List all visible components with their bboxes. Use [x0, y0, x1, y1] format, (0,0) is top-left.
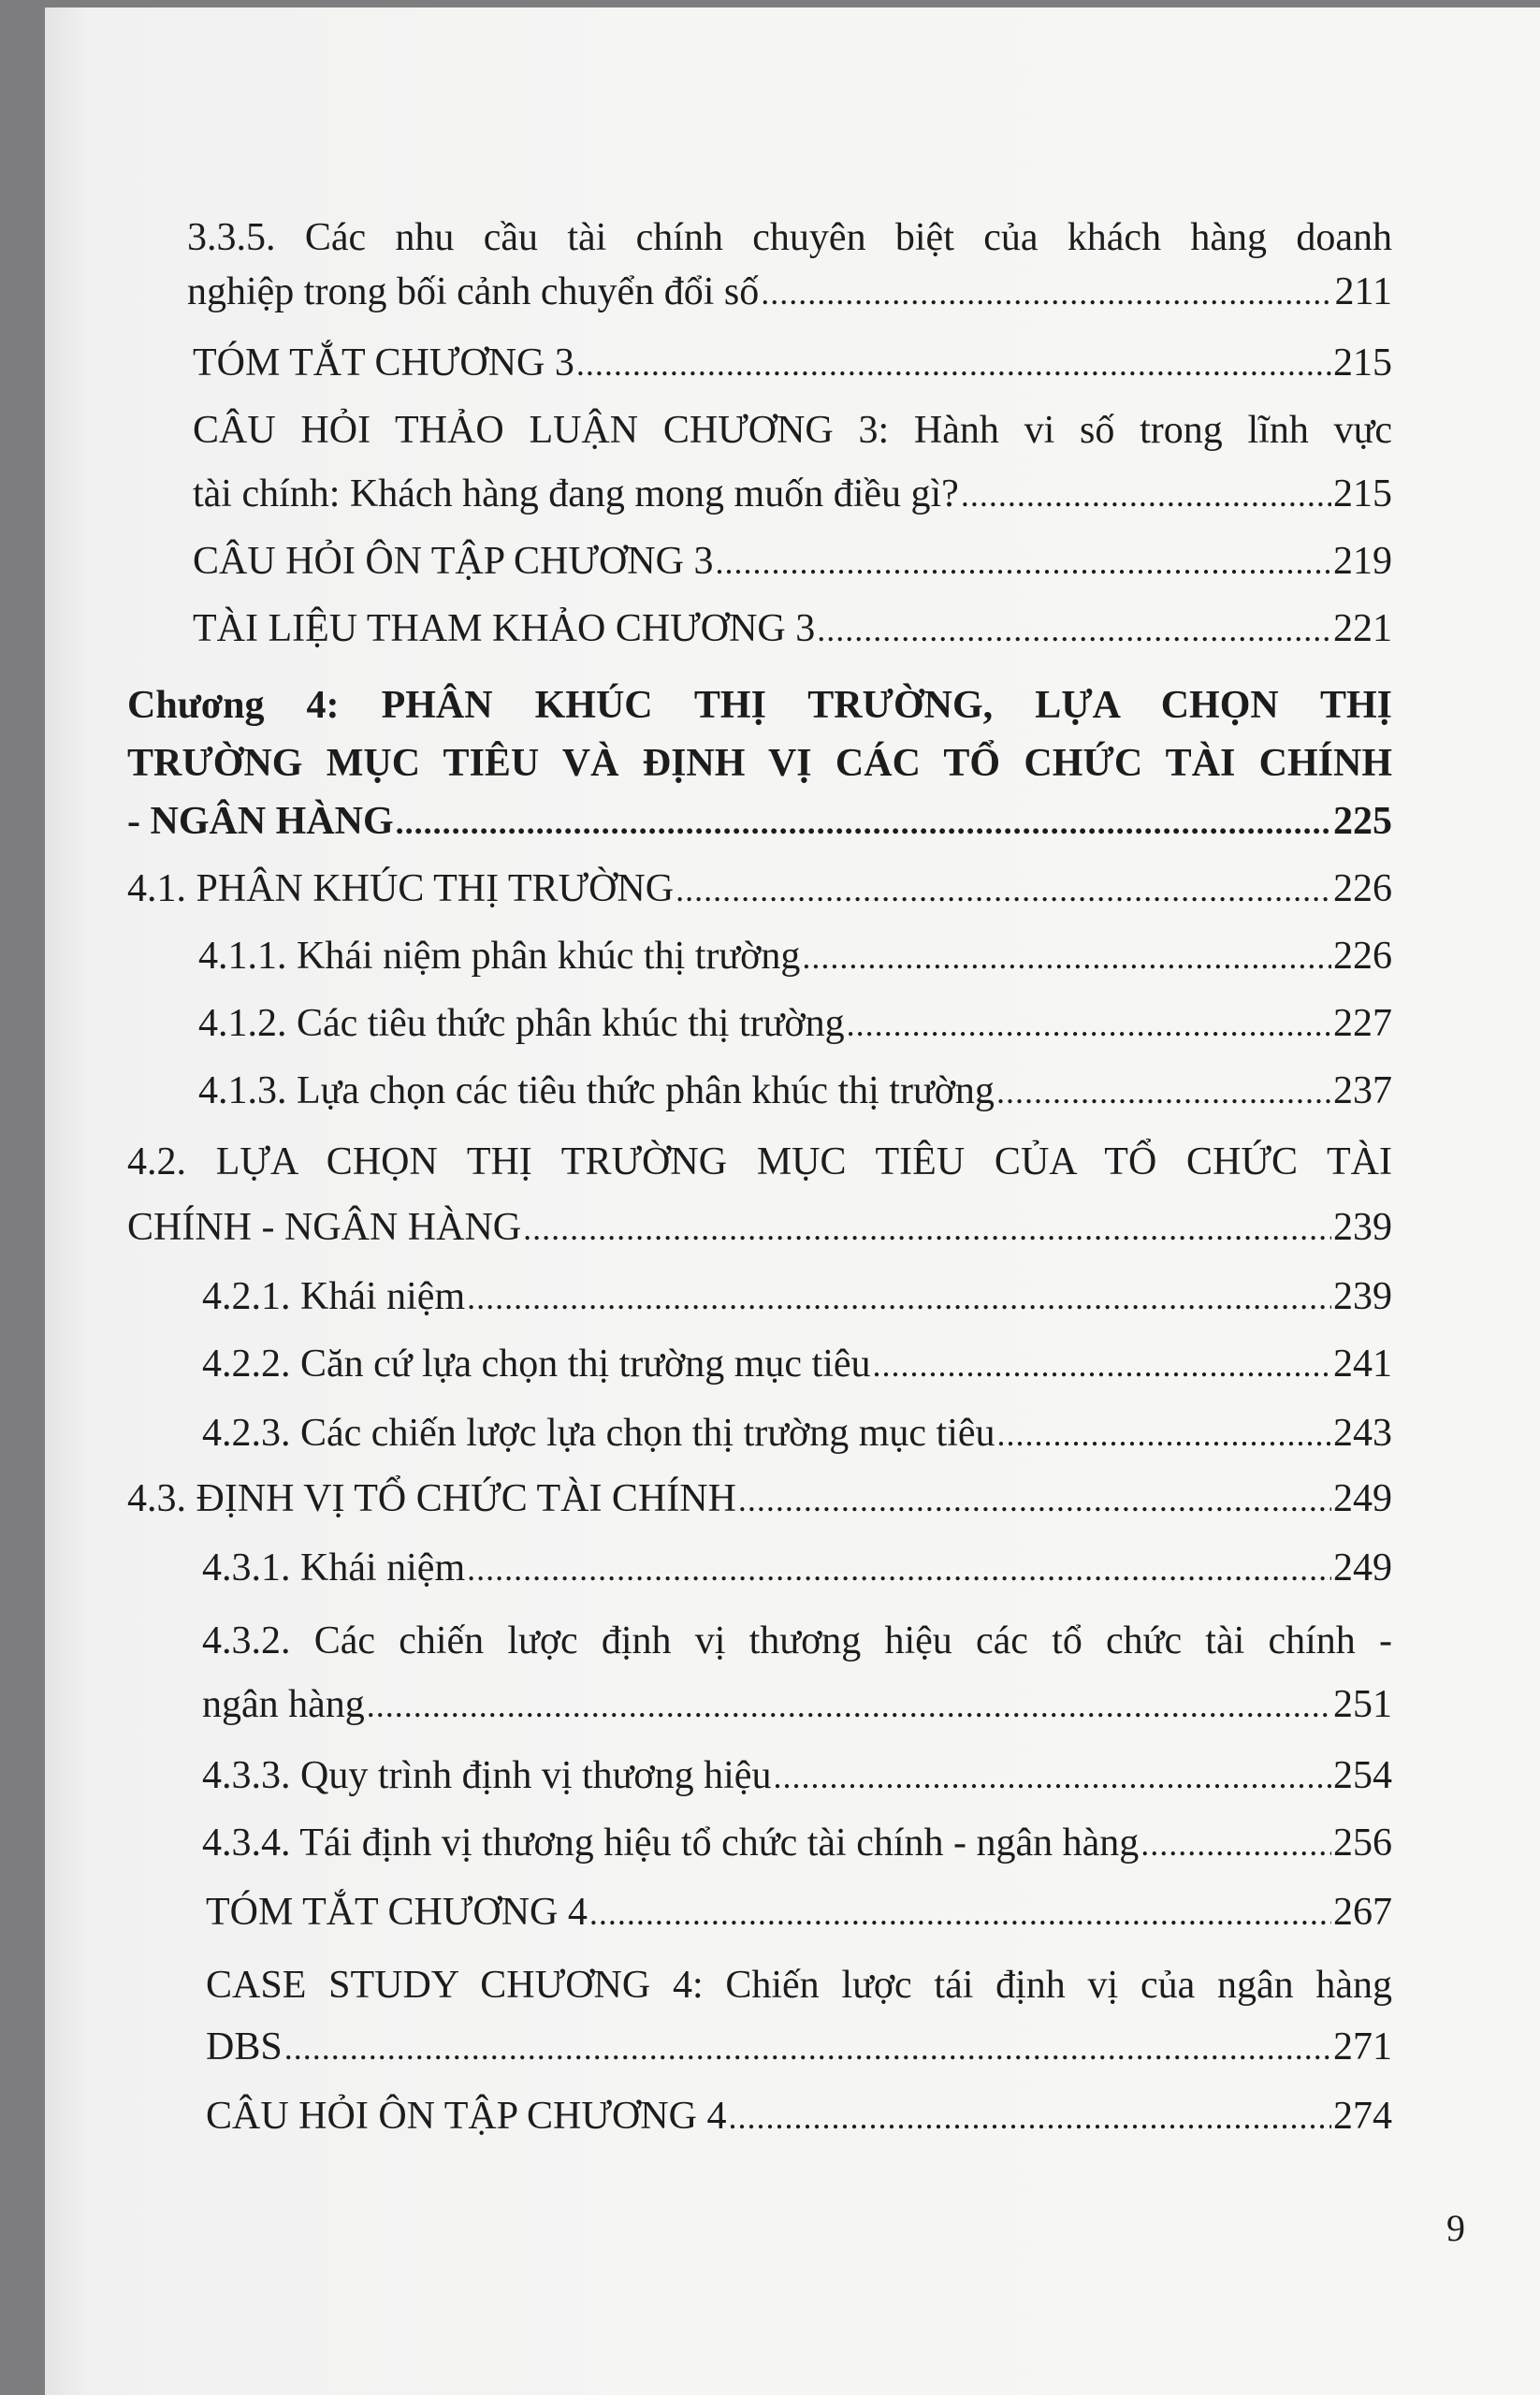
- leader-dots: [523, 1202, 1331, 1255]
- leader-dots: [367, 1679, 1331, 1732]
- toc-entry-4-1-3: 4.1.3. Lựa chọn các tiêu thức phân khúc thị trường ..... 237: [198, 1065, 1392, 1117]
- toc-entry-4-3-1: 4.3.1. Khái niệm ..... 249: [202, 1542, 1392, 1594]
- toc-entry-thaoluan-3-line1: CÂU HỎI THẢO LUẬN CHƯƠNG 3: Hành vi số trong lĩnh vực: [193, 409, 1392, 452]
- leader-dots: [396, 796, 1331, 849]
- leader-dots: [997, 1408, 1331, 1460]
- chapter-4-heading-line1: Chương 4: PHÂN KHÚC THỊ TRƯỜNG, LỰA CHỌN THỊ: [127, 684, 1392, 727]
- toc-page-number: 274: [1333, 2095, 1392, 2138]
- toc-entry-tailieu-3: TÀI LIỆU THAM KHẢO CHƯƠNG 3 ..... 221: [193, 602, 1392, 655]
- toc-page-number: 251: [1333, 1683, 1392, 1726]
- leader-dots: [961, 469, 1331, 521]
- toc-entry-4-3: 4.3. ĐỊNH VỊ TỔ CHỨC TÀI CHÍNH ..... 249: [127, 1473, 1392, 1525]
- toc-entry-4-3-2: ngân hàng ..... 251: [202, 1678, 1392, 1731]
- toc-entry-4-2-line1: 4.2. LỰA CHỌN THỊ TRƯỜNG MỤC TIÊU CỦA TỔ CHỨC TÀI: [127, 1140, 1392, 1183]
- toc-page-number: 249: [1333, 1546, 1392, 1589]
- toc-entry-4-1: 4.1. PHÂN KHÚC THỊ TRƯỜNG ..... 226: [127, 863, 1392, 915]
- toc-page-number: 215: [1333, 341, 1392, 385]
- toc-page-number: 226: [1333, 935, 1392, 978]
- leader-dots: [1140, 1818, 1331, 1870]
- toc-entry-ontap-4: CÂU HỎI ÔN TẬP CHƯƠNG 4 ..... 274: [206, 2090, 1392, 2142]
- toc-entry-3-3-5-line1: 3.3.5. Các nhu cầu tài chính chuyên biệt của khách hàng doanh: [187, 216, 1392, 259]
- toc-entry-case-4: DBS ..... 271: [206, 2021, 1392, 2073]
- chapter-4-heading: - NGÂN HÀNG ..... 225: [127, 795, 1392, 848]
- chapter-4-heading-line2: TRƯỜNG MỤC TIÊU VÀ ĐỊNH VỊ CÁC TỔ CHỨC TÀI CHÍNH: [127, 742, 1392, 785]
- toc-page-number: 271: [1333, 2025, 1392, 2068]
- toc-entry-4-2: CHÍNH - NGÂN HÀNG ..... 239: [127, 1201, 1392, 1254]
- toc-page-number: 243: [1333, 1412, 1392, 1455]
- toc-entry-4-3-4: 4.3.4. Tái định vị thương hiệu tổ chức tài chính - ngân hàng ..... 256: [202, 1817, 1392, 1869]
- leader-dots: [802, 931, 1331, 983]
- toc-page-number: 239: [1333, 1206, 1392, 1249]
- toc-entry-text: nghiệp trong bối cảnh chuyển đổi số: [187, 270, 760, 313]
- leader-dots: [589, 1887, 1331, 1939]
- leader-dots: [996, 1066, 1331, 1118]
- toc-entry-4-2-2: 4.2.2. Căn cứ lựa chọn thị trường mục tiêu ..... 241: [202, 1338, 1392, 1390]
- toc-page-number: 225: [1333, 800, 1392, 843]
- toc-entry-case-4-line1: CASE STUDY CHƯƠNG 4: Chiến lược tái định vị của ngân hàng: [206, 1964, 1392, 2007]
- toc-entry-3-3-5: [187, 266, 1392, 318]
- toc-entry-4-1-1: 4.1.1. Khái niệm phân khúc thị trường ..... 226: [198, 930, 1392, 982]
- toc-entry-4-2-1: 4.2.1. Khái niệm ..... 239: [202, 1270, 1392, 1323]
- leader-dots: [773, 1750, 1331, 1803]
- toc-entry-4-3-3: 4.3.3. Quy trình định vị thương hiệu ..... 254: [202, 1749, 1392, 1802]
- page-number: 9: [1446, 2207, 1465, 2249]
- leader-dots: [284, 2022, 1331, 2074]
- toc-page-number: 227: [1333, 1002, 1392, 1045]
- leader-dots: [761, 267, 1332, 319]
- toc-entry-tomtat-4: TÓM TẮT CHƯƠNG 4 ..... 267: [206, 1886, 1392, 1938]
- leader-dots: [467, 1271, 1331, 1324]
- toc-page-number: 226: [1333, 867, 1392, 910]
- toc-entry-thaoluan-3: tài chính: Khách hàng đang mong muốn điều gì? ..... 215: [193, 468, 1392, 520]
- toc-page-number: 241: [1333, 1343, 1392, 1386]
- toc-page-number: 254: [1333, 1754, 1392, 1797]
- toc-page-number: 249: [1333, 1477, 1392, 1520]
- toc-entry-tomtat-3: TÓM TẮT CHƯƠNG 3 ..... 215: [193, 337, 1392, 389]
- leader-dots: [738, 1473, 1331, 1526]
- leader-dots: [847, 998, 1331, 1051]
- toc-page-number: 211: [1334, 270, 1392, 313]
- leader-dots: [576, 338, 1331, 390]
- leader-dots: [715, 536, 1331, 588]
- toc-entry-ontap-3: CÂU HỎI ÔN TẬP CHƯƠNG 3 ..... 219: [193, 535, 1392, 588]
- toc-entry-4-3-2-line1: 4.3.2. Các chiến lược định vị thương hiệu các tổ chức tài chính -: [202, 1619, 1392, 1662]
- leader-dots: [873, 1339, 1331, 1391]
- toc-page-number: 237: [1333, 1069, 1392, 1112]
- book-page: [45, 7, 1540, 2395]
- leader-dots: [817, 603, 1331, 656]
- toc-entry-4-2-3: 4.2.3. Các chiến lược lựa chọn thị trường mục tiêu ..... 243: [202, 1407, 1392, 1459]
- toc-page-number: 221: [1333, 607, 1392, 650]
- toc-page-number: 267: [1333, 1891, 1392, 1934]
- toc-page-number: 256: [1333, 1822, 1392, 1865]
- leader-dots: [676, 864, 1331, 916]
- leader-dots: [728, 2091, 1331, 2143]
- toc-entry-4-1-2: 4.1.2. Các tiêu thức phân khúc thị trường ..... 227: [198, 997, 1392, 1050]
- toc-page-number: 219: [1333, 540, 1392, 583]
- leader-dots: [467, 1543, 1331, 1595]
- toc-page-number: 215: [1333, 472, 1392, 515]
- toc-page-number: 239: [1333, 1275, 1392, 1318]
